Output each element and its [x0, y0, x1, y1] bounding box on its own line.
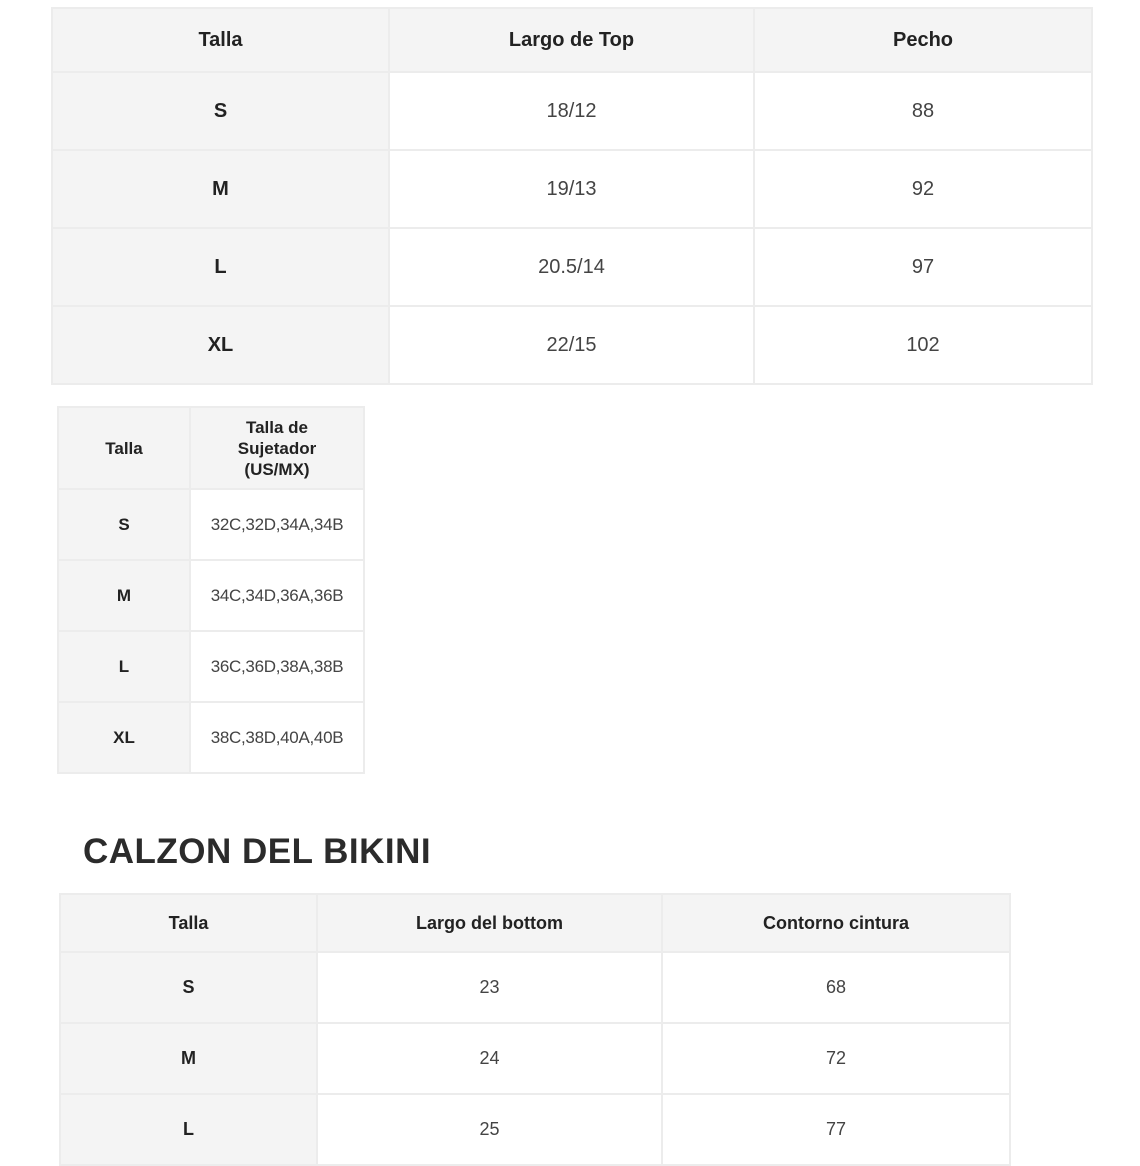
- top-size-table: [51, 7, 1093, 385]
- column-header: Largo del bottom: [317, 894, 662, 952]
- table-row: [60, 1023, 1010, 1094]
- chest-cell: 102: [754, 306, 1092, 384]
- size-cell: L: [58, 631, 190, 702]
- column-header: Contorno cintura: [662, 894, 1010, 952]
- section-title: CALZON DEL BIKINI: [83, 832, 432, 871]
- table-header-row: [52, 8, 1092, 72]
- table-row: [60, 952, 1010, 1023]
- bra-size-table: [57, 406, 365, 774]
- table-row: [58, 702, 364, 773]
- table-row: [60, 1094, 1010, 1165]
- column-header: Talla: [60, 894, 317, 952]
- top-length-cell: 20.5/14: [389, 228, 754, 306]
- table-header-row: [60, 894, 1010, 952]
- size-cell: XL: [58, 702, 190, 773]
- column-header: Talla: [58, 407, 190, 489]
- size-cell: M: [58, 560, 190, 631]
- chest-cell: 92: [754, 150, 1092, 228]
- size-cell: M: [52, 150, 389, 228]
- chest-cell: 88: [754, 72, 1092, 150]
- size-cell: S: [52, 72, 389, 150]
- column-header: Talla: [52, 8, 389, 72]
- bra-size-cell: 32C,32D,34A,34B: [190, 489, 364, 560]
- chest-cell: 97: [754, 228, 1092, 306]
- size-cell: XL: [52, 306, 389, 384]
- column-header: Pecho: [754, 8, 1092, 72]
- bra-size-cell: 34C,34D,36A,36B: [190, 560, 364, 631]
- table-row: [52, 72, 1092, 150]
- waist-cell: 68: [662, 952, 1010, 1023]
- bottom-length-cell: 24: [317, 1023, 662, 1094]
- waist-cell: 77: [662, 1094, 1010, 1165]
- table-row: [52, 306, 1092, 384]
- size-cell: S: [60, 952, 317, 1023]
- size-cell: L: [52, 228, 389, 306]
- size-cell: S: [58, 489, 190, 560]
- size-cell: M: [60, 1023, 317, 1094]
- table-row: [58, 489, 364, 560]
- bottom-length-cell: 23: [317, 952, 662, 1023]
- top-length-cell: 22/15: [389, 306, 754, 384]
- bra-size-cell: 38C,38D,40A,40B: [190, 702, 364, 773]
- table-row: [58, 560, 364, 631]
- bikini-bottom-table: [59, 893, 1011, 1166]
- table-row: [58, 631, 364, 702]
- waist-cell: 72: [662, 1023, 1010, 1094]
- table-row: [52, 228, 1092, 306]
- top-length-cell: 19/13: [389, 150, 754, 228]
- column-header: Largo de Top: [389, 8, 754, 72]
- top-length-cell: 18/12: [389, 72, 754, 150]
- table-row: [52, 150, 1092, 228]
- size-cell: L: [60, 1094, 317, 1165]
- bra-size-cell: 36C,36D,38A,38B: [190, 631, 364, 702]
- table-header-row: [58, 407, 364, 489]
- column-header: Talla de Sujetador (US/MX): [190, 407, 364, 489]
- bottom-length-cell: 25: [317, 1094, 662, 1165]
